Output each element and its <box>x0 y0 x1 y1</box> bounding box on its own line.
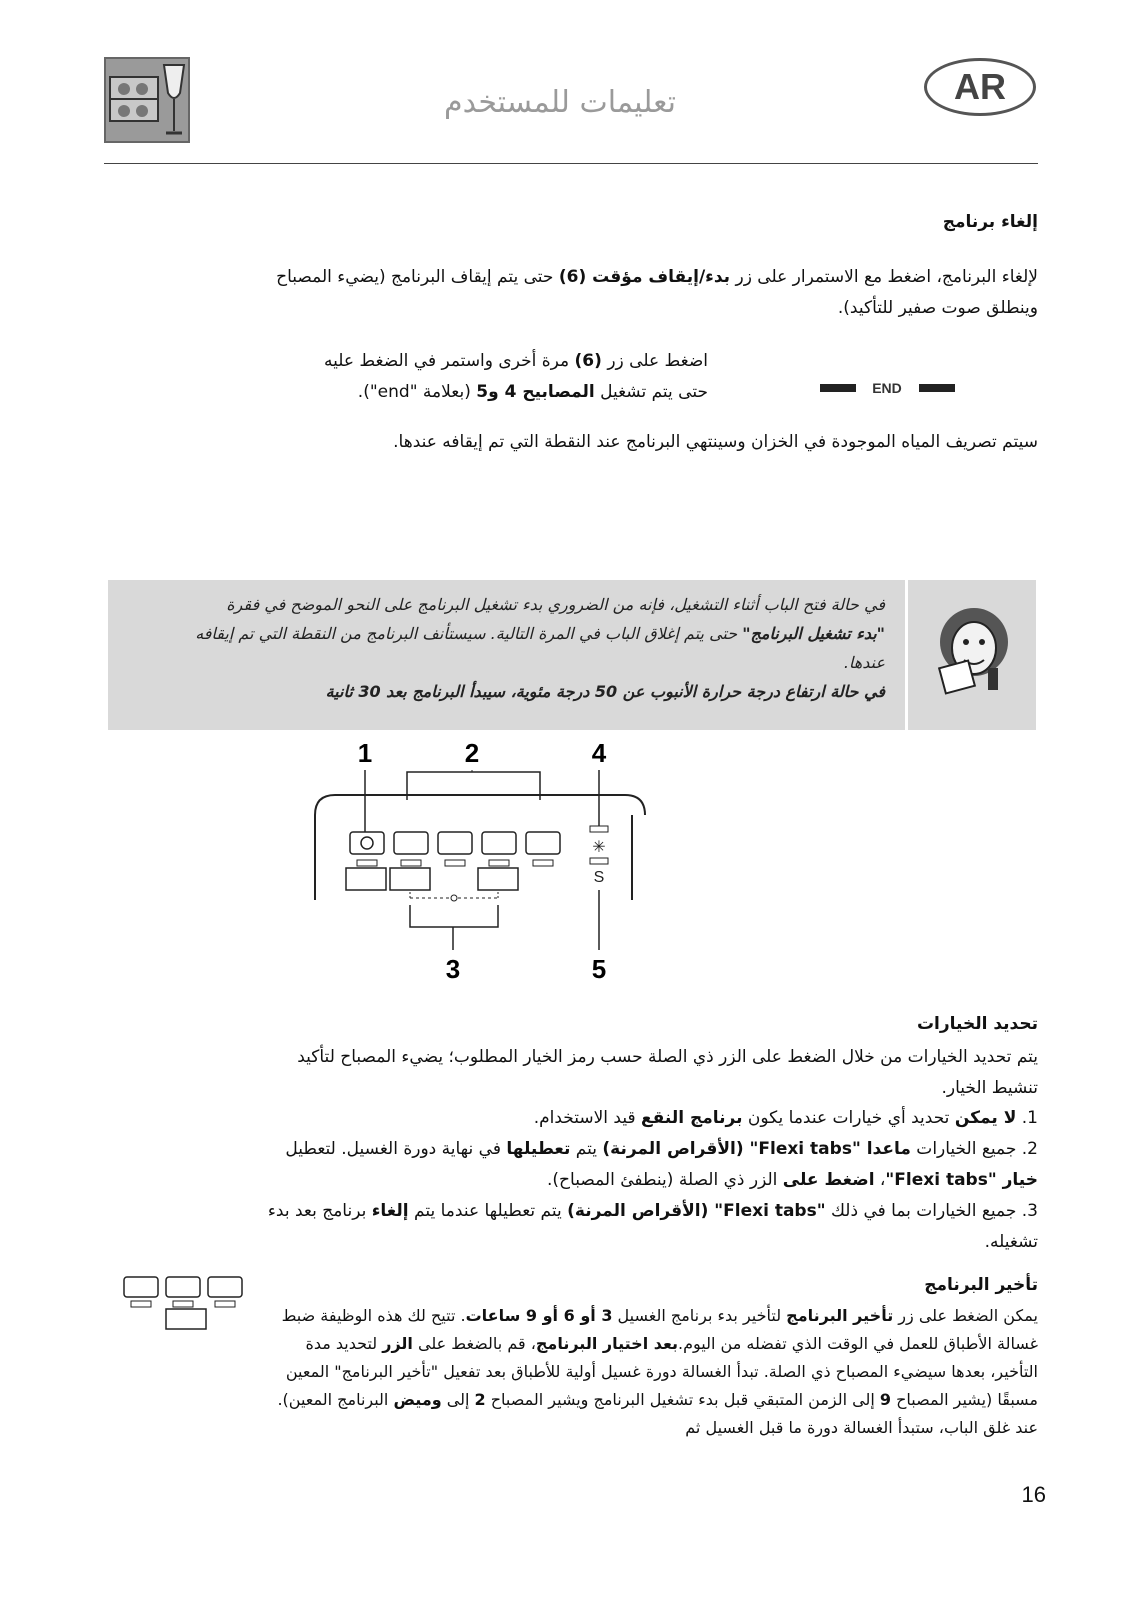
header-title: تعليمات للمستخدم <box>444 85 676 120</box>
options-item-2: 2. جميع الخيارات ماعدا "Flexi tabs" (الأقراص المرنة) يتم تعطيلها في نهاية دورة الغسيل. لتعطيل خيار "Flexi tabs"، اضغط على الزر ذي الصلة (ينطفئ المصباح). <box>285 1139 1038 1190</box>
note-illustration <box>908 580 1036 730</box>
cancel-paragraph-2: اضغط على زر (6) مرة أخرى واستمر في الضغط عليه حتى يتم تشغيل المصابيح 4 و5 (بعلامة "end"). <box>323 351 708 402</box>
control-panel-diagram <box>310 740 650 990</box>
delay-paragraph: يمكن الضغط على زر تأخير البرنامج لتأخير بدء برنامج الغسيل 3 أو 6 أو 9 ساعات. تتيح لك هذه الوظيفة ضبط غسالة الأطباق للعمل في الوقت الذي تفضله من اليوم.بعد اختيار البرنامج، قم بالضغط على الزر لتحديد مدة التأخير، بعدها سيضيء المصباح ذي الصلة. تبدأ الغسالة دورة غسيل أولية للأطباق بعد تفعيل "تأخير البرنامج" المعين مسبقًا (يشير المصباح 9 إلى الزمن المتبقي قبل بدء تشغيل البرنامج ويشير المصباح 2 إلى وميض البرنامج المعين). عند غلق الباب، ستبدأ الغسالة دورة ما قبل الغسيل ثم <box>277 1306 1038 1437</box>
dishwasher-glass-icon <box>106 59 188 141</box>
diagram-label-3: 3 <box>445 954 461 984</box>
note-box <box>108 580 905 730</box>
page-number: 16 <box>1021 1482 1046 1507</box>
diagram-label-1: 1 <box>357 740 373 768</box>
language-badge: AR <box>924 58 1036 116</box>
options-item-1: 1. لا يمكن تحديد أي خيارات عندما يكون برنامج النقع قيد الاستخدام. <box>533 1108 1038 1128</box>
options-intro: يتم تحديد الخيارات من خلال الضغط على الزر ذي الصلة حسب رمز الخيار المطلوب؛ يضيء المصباح لتأكيد تنشيط الخيار. <box>297 1047 1038 1098</box>
cancel-heading: إلغاء برنامج <box>942 212 1038 232</box>
end-indicator <box>820 380 955 396</box>
dishwasher-logo <box>104 57 190 143</box>
note-line-1: في حالة فتح الباب أثناء التشغيل، فإنه من الضروري بدء تشغيل البرنامج على النحو الموضح في فقرة <box>226 595 885 614</box>
options-item-3: 3. جميع الخيارات بما في ذلك "Flexi tabs" (الأقراص المرنة) يتم تعطيلها عندما يتم إلغاء برنامج بعد بدء تشغيله. <box>267 1201 1038 1252</box>
header-divider <box>104 163 1038 164</box>
note-line-4: في حالة ارتفاع درجة حرارة الأنبوب عن 50 درجة مئوية، سيبدأ البرنامج بعد 30 ثانية <box>325 682 885 701</box>
note-line-2: "بدء تشغيل البرنامج" حتى يتم إغلاق الباب في المرة التالية. سيستأنف البرنامج من النقطة التي تم إيقافه <box>195 624 885 643</box>
options-heading: تحديد الخيارات <box>916 1014 1038 1034</box>
diagram-label-5: 5 <box>591 954 607 984</box>
cancel-paragraph-1: لإلغاء البرنامج، اضغط مع الاستمرار على زر بدء/إيقاف مؤقت (6) حتى يتم إيقاف البرنامج (يضيء المصباح وينطلق صوت صفير للتأكيد). <box>276 267 1038 318</box>
note-line-3: عندها. <box>843 653 885 672</box>
end-label: END <box>872 380 902 396</box>
diagram-label-4: 4 <box>591 740 607 768</box>
delay-heading: تأخير البرنامج <box>924 1275 1038 1295</box>
svg-text:S: S <box>593 869 605 886</box>
diagram-label-2: 2 <box>464 740 480 768</box>
cartoon-woman-icon <box>908 580 1036 730</box>
cancel-paragraph-3: سيتم تصريف المياه الموجودة في الخزان وسينتهي البرنامج عند النقطة التي تم إيقافه عندها. <box>393 432 1038 452</box>
delay-buttons-icon <box>120 1275 250 1331</box>
svg-text:✳: ✳ <box>592 837 606 856</box>
options-list <box>248 1103 1038 1258</box>
